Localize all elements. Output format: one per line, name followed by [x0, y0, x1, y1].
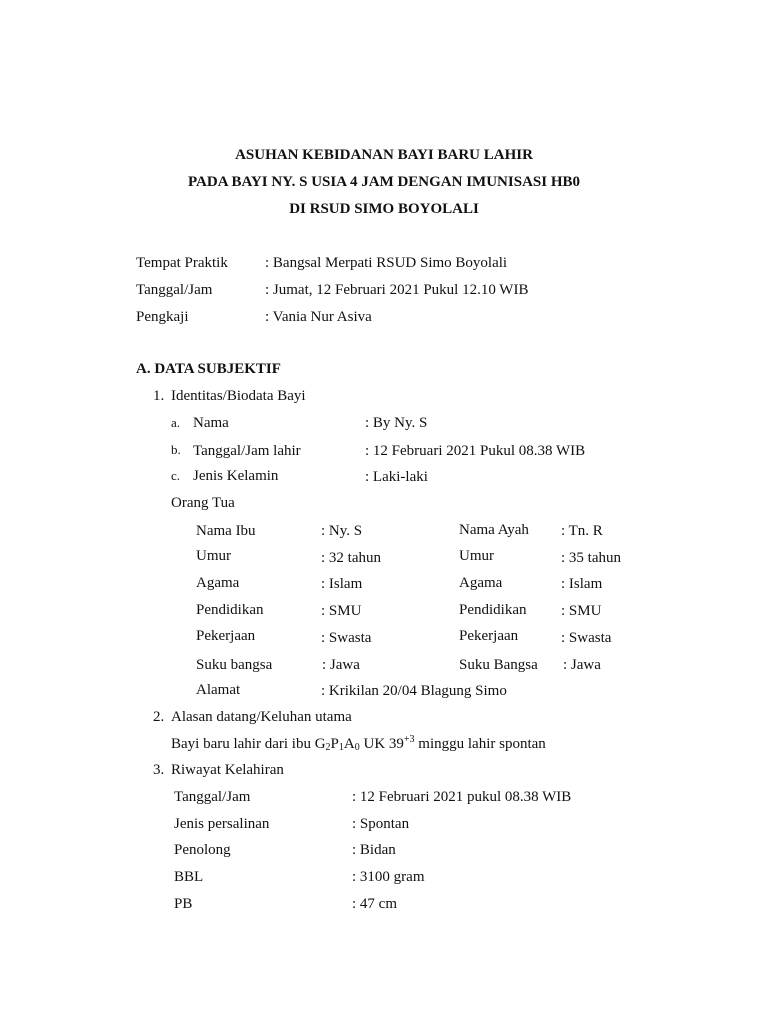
- father-education-label: Pendidikan: [459, 602, 527, 618]
- title-line-2: PADA BAYI NY. S USIA 4 JAM DENGAN IMUNISASI HB0: [187, 174, 580, 190]
- delivery-type-label: Jenis persalinan: [174, 816, 270, 832]
- father-name-value: : Tn. R: [561, 523, 603, 539]
- delivery-type-value: : Spontan: [352, 816, 410, 832]
- father-age-label: Umur: [459, 548, 494, 564]
- complaint-prefix: Bayi baru lahir dari ibu G: [171, 736, 326, 752]
- father-education-value: : SMU: [561, 603, 602, 619]
- abortus-count: 0: [354, 742, 360, 753]
- father-ethnicity-value: : Jawa: [563, 657, 601, 673]
- mother-name-value: : Ny. S: [321, 523, 363, 539]
- row-letter-a: a.: [171, 415, 181, 430]
- address-label: Alamat: [196, 682, 241, 698]
- info-label-tempat: Tempat Praktik: [136, 255, 228, 271]
- info-label-pengkaji: Pengkaji: [136, 309, 189, 325]
- info-value-pengkaji: : Vania Nur Asiva: [265, 309, 372, 325]
- birth-length-label: PB: [174, 896, 193, 912]
- father-name-label: Nama Ayah: [459, 522, 529, 538]
- gestational-days: +3: [403, 734, 415, 745]
- birth-date-label: Tanggal/Jam: [174, 789, 251, 805]
- gravida-count: 2: [325, 742, 331, 753]
- address-value: : Krikilan 20/04 Blagung Simo: [321, 683, 507, 699]
- item-3-title: Riwayat Kelahiran: [171, 762, 284, 778]
- mother-job-label: Pekerjaan: [196, 628, 256, 644]
- father-job-value: : Swasta: [561, 630, 612, 646]
- mother-job-value: : Swasta: [321, 630, 372, 646]
- parents-title: Orang Tua: [171, 495, 235, 511]
- row-letter-b: b.: [171, 442, 181, 457]
- item-2-title: Alasan datang/Keluhan utama: [171, 709, 352, 725]
- info-value-tanggal: : Jumat, 12 Februari 2021 Pukul 12.10 WIB: [265, 282, 529, 298]
- mother-ethnicity-value: : Jawa: [322, 657, 360, 673]
- father-ethnicity-label: Suku Bangsa: [459, 657, 538, 673]
- baby-name-value: : By Ny. S: [365, 415, 428, 431]
- complaint-text: [171, 735, 546, 753]
- mother-education-value: : SMU: [321, 603, 362, 619]
- item-3-number: 3.: [153, 762, 165, 778]
- father-job-label: Pekerjaan: [459, 628, 519, 644]
- title-line-3: DI RSUD SIMO BOYOLALI: [289, 201, 479, 217]
- info-value-tempat: : Bangsal Merpati RSUD Simo Boyolali: [265, 255, 508, 271]
- baby-birth-value: : 12 Februari 2021 Pukul 08.38 WIB: [365, 443, 586, 459]
- section-a-heading: A. DATA SUBJEKTIF: [136, 361, 281, 377]
- mother-age-value: : 32 tahun: [321, 550, 381, 566]
- title-line-1: ASUHAN KEBIDANAN BAYI BARU LAHIR: [235, 147, 533, 163]
- baby-sex-value: : Laki-laki: [365, 469, 428, 485]
- mother-name-label: Nama Ibu: [196, 523, 256, 539]
- mother-age-label: Umur: [196, 548, 231, 564]
- birth-attendant-value: : Bidan: [352, 842, 396, 858]
- father-religion-value: : Islam: [561, 576, 603, 592]
- father-age-value: : 35 tahun: [561, 550, 621, 566]
- birth-attendant-label: Penolong: [174, 842, 231, 858]
- row-letter-c: c.: [171, 468, 181, 483]
- abortus-letter: A: [343, 736, 355, 752]
- mother-ethnicity-label: Suku bangsa: [196, 657, 273, 673]
- birth-weight-value: : 3100 gram: [352, 869, 425, 885]
- mother-religion-label: Agama: [196, 575, 240, 591]
- birth-weight-label: BBL: [174, 869, 204, 885]
- gestational-age: UK 39: [359, 736, 404, 752]
- info-label-tanggal: Tanggal/Jam: [136, 282, 213, 298]
- birth-length-value: : 47 cm: [352, 896, 397, 912]
- baby-name-label: Nama: [193, 415, 229, 431]
- baby-birth-label: Tanggal/Jam lahir: [193, 443, 301, 459]
- mother-education-label: Pendidikan: [196, 602, 264, 618]
- item-1-number: 1.: [153, 388, 165, 404]
- complaint-suffix: minggu lahir spontan: [414, 736, 546, 752]
- item-1-title: Identitas/Biodata Bayi: [171, 388, 306, 404]
- mother-religion-value: : Islam: [321, 576, 363, 592]
- baby-sex-label: Jenis Kelamin: [193, 468, 279, 484]
- para-count: 1: [338, 742, 344, 753]
- father-religion-label: Agama: [459, 575, 503, 591]
- para-letter: P: [330, 736, 339, 752]
- birth-date-value: : 12 Februari 2021 pukul 08.38 WIB: [352, 789, 572, 805]
- item-2-number: 2.: [153, 709, 165, 725]
